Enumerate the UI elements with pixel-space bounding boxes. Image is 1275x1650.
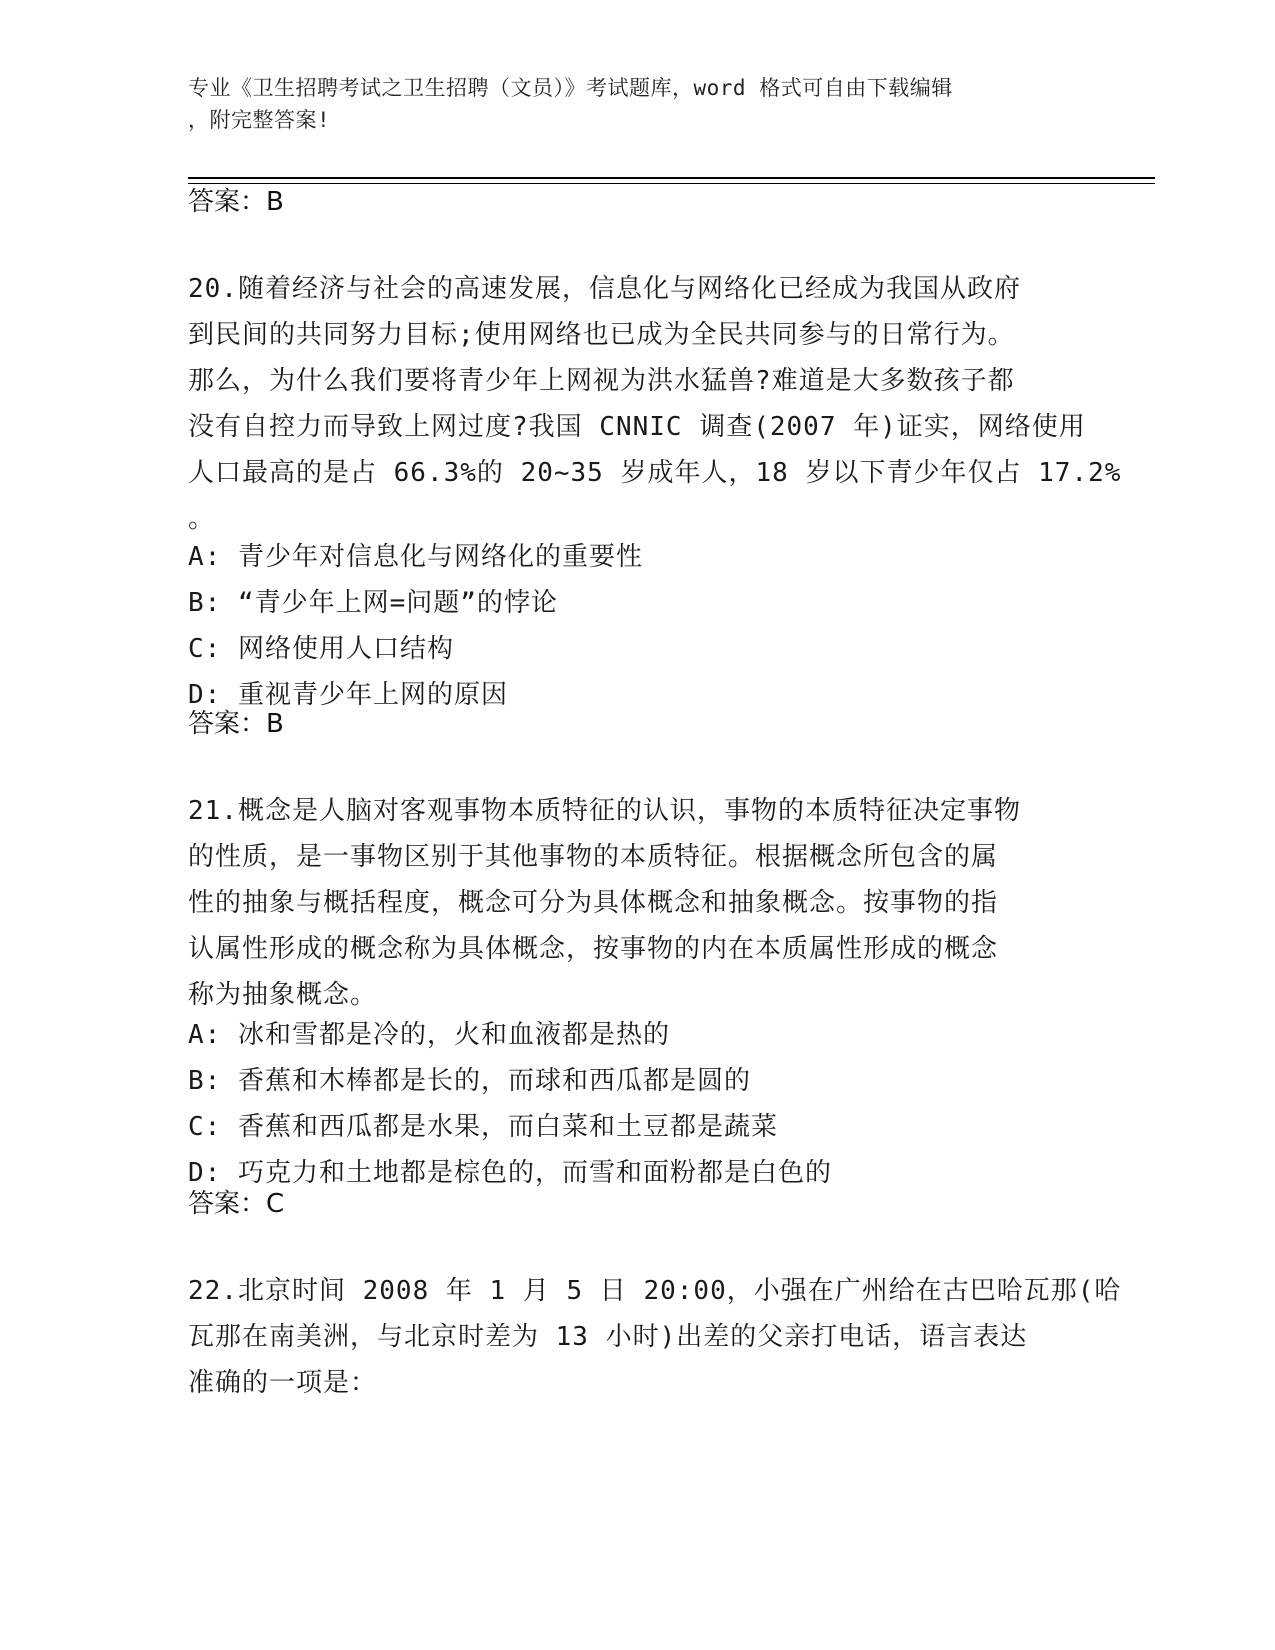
question-20-options [188, 534, 1088, 718]
question-line: 22.北京时间 2008 年 1 月 5 日 20:00，小强在广州给在古巴哈瓦那(哈 [188, 1276, 1122, 1306]
question-line: 瓦那在南美洲，与北京时差为 13 小时)出差的父亲打电话，语言表达 [188, 1322, 1028, 1352]
question-line: 准确的一项是： [188, 1368, 378, 1398]
option-c: C: 香蕉和西瓜都是水果，而白菜和土豆都是蔬菜 [188, 1112, 778, 1142]
question-line: 认属性形成的概念称为具体概念，按事物的内在本质属性形成的概念 [188, 934, 999, 964]
question-21-stem [188, 788, 1088, 1018]
option-b: B: 香蕉和木棒都是长的，而球和西瓜都是圆的 [188, 1066, 751, 1096]
question-line: 称为抽象概念。 [188, 980, 378, 1010]
question-line: 20.随着经济与社会的高速发展，信息化与网络化已经成为我国从政府 [188, 274, 1021, 304]
question-line: 21.概念是人脑对客观事物本质特征的认识，事物的本质特征决定事物 [188, 796, 1021, 826]
question-line: 。 [188, 504, 216, 534]
question-22-stem [188, 1268, 1122, 1406]
previous-answer: 答案：B [188, 187, 284, 217]
question-line: 的性质，是一事物区别于其他事物的本质特征。根据概念所包含的属 [188, 842, 999, 872]
question-20-stem [188, 266, 1122, 542]
header-rule-thin [188, 183, 1155, 184]
question-line: 那么，为什么我们要将青少年上网视为洪水猛兽?难道是大多数孩子都 [188, 366, 1015, 396]
question-line: 到民间的共同努力目标;使用网络也已成为全民共同参与的日常行为。 [188, 320, 1015, 350]
question-20-answer: 答案：B [188, 709, 284, 739]
header-rule-thick [188, 177, 1155, 179]
question-line: 性的抽象与概括程度，概念可分为具体概念和抽象概念。按事物的指 [188, 888, 999, 918]
question-line: 没有自控力而导致上网过度?我国 CNNIC 调查(2007 年)证实，网络使用 [188, 412, 1086, 442]
header-line-1: 专业《卫生招聘考试之卫生招聘（文员）》考试题库，word 格式可自由下载编辑 [188, 76, 953, 100]
header-line-2: ，附完整答案! [188, 108, 331, 132]
question-line: 人口最高的是占 66.3%的 20~35 岁成年人，18 岁以下青少年仅占 17.2% [188, 458, 1122, 488]
option-d: D: 巧克力和土地都是棕色的，而雪和面粉都是白色的 [188, 1158, 832, 1188]
option-c: C: 网络使用人口结构 [188, 634, 454, 664]
option-a: A: 冰和雪都是冷的，火和血液都是热的 [188, 1020, 670, 1050]
question-21-answer: 答案：C [188, 1189, 285, 1219]
option-d: D: 重视青少年上网的原因 [188, 680, 508, 710]
question-21-options [188, 1012, 1088, 1196]
option-b: B: “青少年上网=问题”的悖论 [188, 588, 558, 618]
option-a: A: 青少年对信息化与网络化的重要性 [188, 542, 643, 572]
document-header [188, 72, 1088, 136]
